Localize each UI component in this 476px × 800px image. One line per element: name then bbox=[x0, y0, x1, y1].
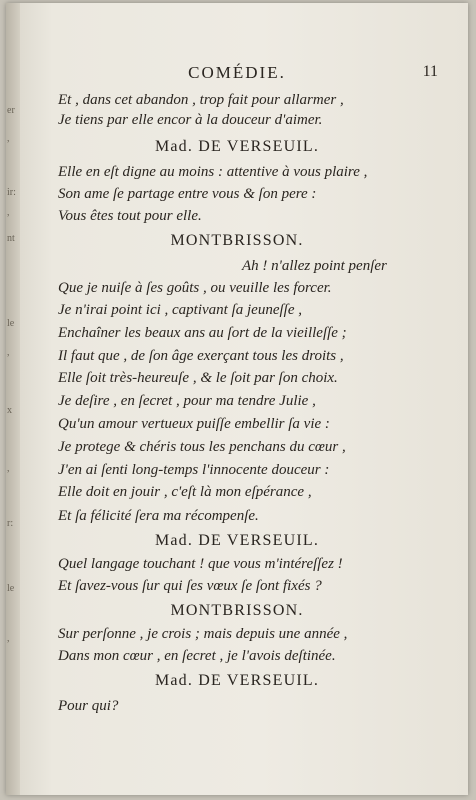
speaker-name: Mad. DE VERSEUIL. bbox=[154, 138, 320, 155]
speaker-name: Mad. DE VERSEUIL. bbox=[154, 672, 320, 689]
verse-line: Enchaîner les beaux ans au ſort de la vieilleſſe ; bbox=[58, 325, 347, 341]
verse-line: Qu'un amour vertueux puiſſe embellir ſa vie : bbox=[58, 416, 330, 432]
speaker-name: MONTBRISSON. bbox=[170, 602, 304, 619]
verse-line: Je protege & chéris tous les penchans du cœur , bbox=[58, 439, 346, 455]
verse-line: Elle doit en jouir , c'eſt là mon eſpérance , bbox=[58, 484, 312, 500]
verse-line: Pour qui? bbox=[58, 698, 119, 714]
verse-line: Quel langage touchant ! que vous m'intéreſſez ! bbox=[58, 556, 343, 572]
verse-line: Et ſa félicité ſera ma récompenſe. bbox=[58, 508, 259, 524]
verse-line: Je deſire , en ſecret , pour ma tendre Julie , bbox=[58, 393, 316, 409]
adjacent-page-edge-marks: er , ir: , nt le , x , r: le , bbox=[7, 105, 16, 644]
running-head: COMÉDIE. bbox=[188, 63, 286, 82]
verse-line: Ah ! n'allez point penſer bbox=[242, 258, 387, 274]
page-number: 11 bbox=[422, 63, 438, 80]
verse-line: J'en ai ſenti long-temps l'innocente douceur : bbox=[58, 462, 330, 478]
speaker-name: Mad. DE VERSEUIL. bbox=[154, 532, 320, 549]
verse-line: Il faut que , de ſon âge exerçant tous les droits , bbox=[58, 348, 344, 364]
page-header bbox=[6, 59, 468, 89]
verse-line: Elle en eſt digne au moins : attentive à vous plaire , bbox=[58, 164, 368, 180]
verse-line: Je n'irai point ici , captivant ſa jeuneſſe , bbox=[58, 302, 302, 318]
verse-line: Et ſavez-vous ſur qui ſes vœux ſe ſont fixés ? bbox=[58, 578, 322, 594]
verse-line: Que je nuiſe à ſes goûts , ou veuille les forcer. bbox=[58, 280, 332, 296]
verse-line: Elle ſoit très-heureuſe , & le ſoit par ſon choix. bbox=[58, 370, 338, 386]
verse-line: Vous êtes tout pour elle. bbox=[58, 208, 202, 224]
verse-line: Et , dans cet abandon , trop fait pour allarmer , bbox=[58, 92, 344, 108]
verse-line: Sur perſonne , je crois ; mais depuis une année , bbox=[58, 626, 348, 642]
verse-line: Son ame ſe partage entre vous & ſon pere : bbox=[58, 186, 317, 202]
speaker-name: MONTBRISSON. bbox=[170, 232, 304, 249]
verse-line: Je tiens par elle encor à la douceur d'aimer. bbox=[58, 112, 323, 128]
book-page bbox=[6, 3, 468, 795]
verse-line: Dans mon cœur , en ſecret , je l'avois deſtinée. bbox=[58, 648, 336, 664]
